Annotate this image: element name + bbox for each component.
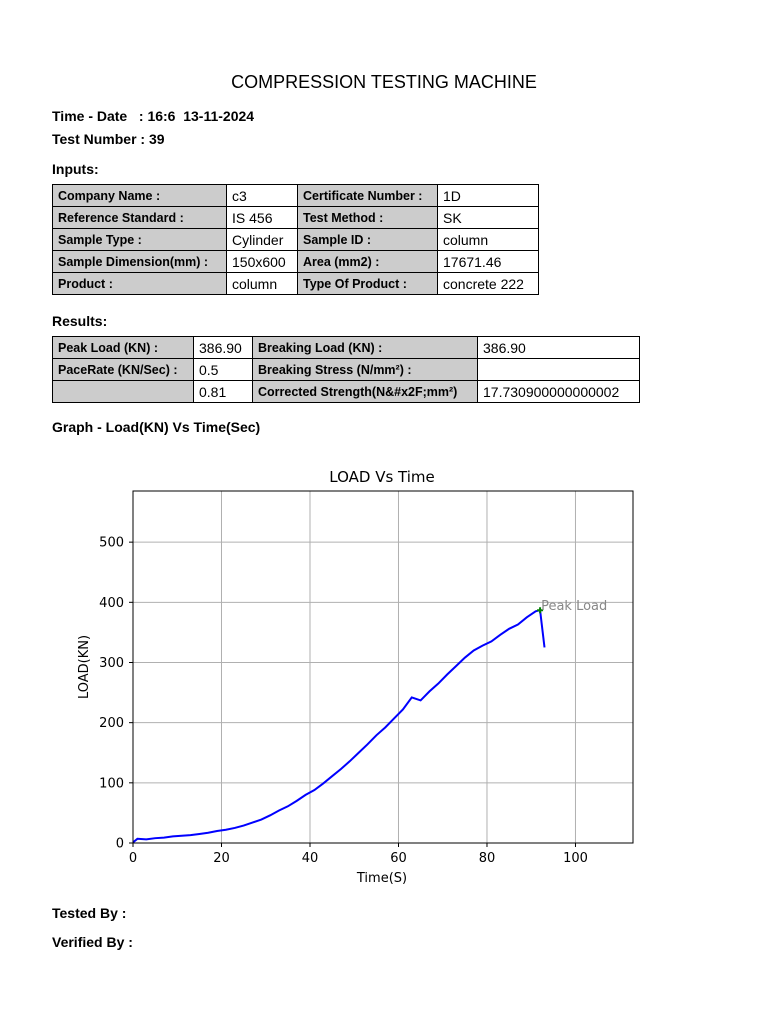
certificate-number-value: 1D <box>438 185 539 207</box>
time-date-value: 16:6 13-11-2024 <box>147 108 255 124</box>
peak-load-label: Peak Load (KN) : <box>53 337 194 359</box>
y-tick-label: 0 <box>115 836 124 852</box>
breaking-load-value: 386.90 <box>478 337 640 359</box>
inputs-row-3 <box>53 229 539 251</box>
chart-annotations <box>537 599 607 614</box>
verified-by-label: Verified By : <box>52 934 133 950</box>
sample-dimension-value: 150x600 <box>227 251 298 273</box>
type-of-product-label: Type Of Product : <box>298 273 438 295</box>
x-tick-label: 0 <box>128 851 138 866</box>
x-tick-label: 80 <box>478 851 496 866</box>
y-tick-label: 100 <box>99 776 124 792</box>
load-vs-time-chart <box>0 460 768 900</box>
reference-standard-value: IS 456 <box>227 207 298 229</box>
x-tick-label: 20 <box>213 851 230 866</box>
pace-rate-label: PaceRate (KN/Sec) : <box>53 359 194 381</box>
area-value: 17671.46 <box>438 251 539 273</box>
row3-value: 0.81 <box>194 381 253 403</box>
product-label: Product : <box>53 273 227 295</box>
results-row-2 <box>53 359 640 381</box>
y-axis-label: LOAD(KN) <box>77 634 92 700</box>
y-tick-label: 300 <box>99 655 124 671</box>
sample-type-value: Cylinder <box>227 229 298 251</box>
y-tick-label: 500 <box>99 535 124 551</box>
x-tick-label: 40 <box>301 851 319 866</box>
y-tick-label: 200 <box>99 716 124 732</box>
time-date-label: Time - Date : <box>52 108 144 124</box>
test-number-value: 39 <box>148 131 165 147</box>
peak-load-value: 386.90 <box>194 337 253 359</box>
x-axis-ticks <box>129 843 588 866</box>
inputs-row-5 <box>53 273 539 295</box>
reference-standard-label: Reference Standard : <box>53 207 227 229</box>
breaking-load-label: Breaking Load (KN) : <box>253 337 478 359</box>
sample-id-value: column <box>438 229 539 251</box>
load-series-line <box>133 610 545 842</box>
inputs-heading: Inputs: <box>52 161 99 177</box>
company-name-label: Company Name : <box>53 185 227 207</box>
inputs-table <box>52 184 539 295</box>
x-tick-label: 60 <box>390 851 407 866</box>
corrected-strength-label: Corrected Strength(N&#x2F;mm²) <box>253 381 478 403</box>
area-label: Area (mm2) : <box>298 251 438 273</box>
breaking-stress-label: Breaking Stress (N/mm²) : <box>253 359 478 381</box>
inputs-row-4 <box>53 251 539 273</box>
tested-by-label: Tested By : <box>52 905 127 921</box>
pace-rate-value: 0.5 <box>194 359 253 381</box>
product-value: column <box>227 273 298 295</box>
breaking-stress-value <box>478 359 640 381</box>
report-title: COMPRESSION TESTING MACHINE <box>231 72 537 92</box>
x-axis-label: Time(S) <box>356 871 408 886</box>
test-method-label: Test Method : <box>298 207 438 229</box>
sample-id-label: Sample ID : <box>298 229 438 251</box>
certificate-number-label: Certificate Number : <box>298 185 438 207</box>
results-table <box>52 336 640 403</box>
plot-frame <box>133 491 633 843</box>
test-method-value: SK <box>438 207 539 229</box>
sample-dimension-label: Sample Dimension(mm) : <box>53 251 227 273</box>
results-blank-label <box>53 381 194 403</box>
chart-grid <box>133 491 633 843</box>
time-date-line <box>52 108 254 124</box>
inputs-row-2 <box>53 207 539 229</box>
y-axis-ticks <box>99 536 133 852</box>
company-name-value: c3 <box>227 185 298 207</box>
sample-type-label: Sample Type : <box>53 229 227 251</box>
peak-load-annotation: Peak Load <box>541 599 608 615</box>
results-row-1 <box>53 337 640 359</box>
corrected-strength-value: 17.730900000000002 <box>478 381 640 403</box>
test-number-label: Test Number : <box>52 131 146 147</box>
x-tick-label: 100 <box>563 851 588 866</box>
chart-title: LOAD Vs Time <box>329 468 435 486</box>
test-number-line <box>52 131 165 147</box>
y-tick-label: 400 <box>99 595 124 611</box>
results-row-3 <box>53 381 640 403</box>
inputs-row-1 <box>53 185 539 207</box>
results-heading: Results: <box>52 313 108 329</box>
type-of-product-value: concrete 222 <box>438 273 539 295</box>
graph-heading: Graph - Load(KN) Vs Time(Sec) <box>52 419 261 435</box>
